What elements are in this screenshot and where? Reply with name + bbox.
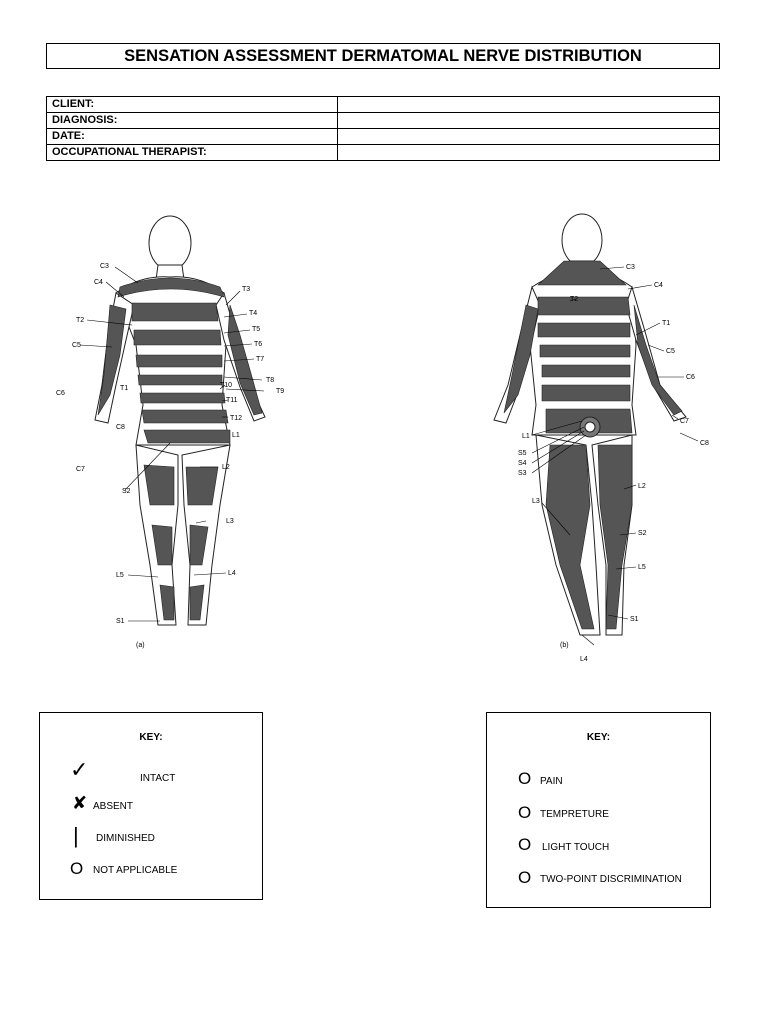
key-label-not-applicable: NOT APPLICABLE	[93, 865, 178, 876]
back-label-l2: L2	[638, 483, 646, 490]
key-label-absent: ABSENT	[93, 801, 134, 812]
key-label-diminished: DIMINISHED	[96, 833, 155, 844]
key-title: KEY:	[586, 732, 611, 743]
front-label-t7: T7	[256, 356, 265, 363]
diagnosis-field[interactable]	[338, 113, 720, 129]
front-dermatome-figure	[40, 205, 310, 665]
back-label-t2: T2	[570, 296, 579, 303]
client-info-table	[46, 96, 720, 161]
front-label-c4: C4	[94, 279, 103, 286]
key-label-light-touch: LIGHT TOUCH	[542, 842, 610, 853]
cross-icon: ✘	[72, 793, 88, 813]
front-label-t11: T11	[226, 397, 238, 404]
circle-icon: O	[518, 835, 532, 854]
key-label-two-point: TWO-POINT DISCRIMINATION	[540, 874, 682, 885]
circle-icon: O	[518, 868, 532, 887]
back-label-l5: L5	[638, 564, 646, 571]
diagnosis-label: DIAGNOSIS:	[47, 113, 338, 129]
front-label-t8: T8	[266, 377, 275, 384]
front-label-t10: T10	[220, 382, 233, 389]
back-label-l4: L4	[580, 656, 588, 663]
key-title: KEY:	[139, 732, 163, 743]
front-label-t1: T1	[120, 385, 129, 392]
back-sacral-ring-inner	[585, 422, 595, 432]
back-label-t1: T1	[662, 320, 671, 327]
back-caption: (b)	[560, 642, 569, 649]
front-caption: (a)	[136, 642, 145, 649]
front-label-c3: C3	[100, 263, 109, 270]
therapist-label: OCCUPATIONAL THERAPIST:	[47, 145, 338, 161]
front-label-t9: T9	[276, 388, 285, 395]
back-label-c7: C7	[680, 418, 689, 425]
back-label-s3: S3	[518, 470, 527, 477]
back-head	[562, 214, 602, 266]
front-label-t5: T5	[252, 326, 261, 333]
client-label: CLIENT:	[47, 97, 338, 113]
key-label-pain: PAIN	[540, 776, 563, 787]
front-label-c6: C6	[56, 390, 65, 397]
front-label-s1: S1	[116, 618, 125, 625]
front-label-t6: T6	[254, 341, 263, 348]
front-label-l5: L5	[116, 572, 124, 579]
check-icon: ✓	[70, 757, 89, 782]
form-title: SENSATION ASSESSMENT DERMATOMAL NERVE DISTRIBUTION	[46, 43, 720, 69]
back-label-c3: C3	[626, 264, 635, 271]
date-field[interactable]	[338, 129, 720, 145]
back-label-c5: C5	[666, 348, 675, 355]
circle-icon: O	[518, 803, 532, 822]
back-label-s4: S4	[518, 460, 527, 467]
back-label-s1: S1	[630, 616, 639, 623]
key-box-modalities	[486, 712, 711, 908]
back-label-s5: S5	[518, 450, 527, 457]
back-label-c8: C8	[700, 440, 709, 447]
front-label-t2: T2	[76, 317, 85, 324]
back-label-c4: C4	[654, 282, 663, 289]
table-row	[47, 113, 720, 129]
table-row	[47, 145, 720, 161]
client-field[interactable]	[338, 97, 720, 113]
therapist-field[interactable]	[338, 145, 720, 161]
front-label-t12: T12	[230, 415, 243, 422]
front-label-l4: L4	[228, 570, 236, 577]
back-dermatome-figure	[460, 205, 740, 675]
back-label-l3: L3	[532, 498, 540, 505]
circle-icon: O	[518, 769, 532, 788]
front-label-c8: C8	[116, 424, 125, 431]
table-row	[47, 97, 720, 113]
circle-icon: O	[70, 859, 84, 878]
front-head	[149, 216, 191, 270]
date-label: DATE:	[47, 129, 338, 145]
front-label-t3: T3	[242, 286, 251, 293]
front-label-l1: L1	[232, 432, 240, 439]
front-label-s2: S2	[122, 488, 131, 495]
front-label-l2: L2	[222, 464, 230, 471]
back-label-c6: C6	[686, 374, 695, 381]
table-row	[47, 129, 720, 145]
front-label-t4: T4	[249, 310, 258, 317]
diminished-bar-icon: |	[73, 823, 79, 848]
back-label-s2: S2	[638, 530, 647, 537]
front-label-l3: L3	[226, 518, 234, 525]
key-label-temperature: TEMPRETURE	[540, 809, 609, 820]
back-label-l1: L1	[522, 433, 530, 440]
key-label-intact: INTACT	[140, 773, 176, 784]
key-box-marks	[39, 712, 263, 900]
front-label-c7: C7	[76, 466, 85, 473]
front-label-c5: C5	[72, 342, 81, 349]
